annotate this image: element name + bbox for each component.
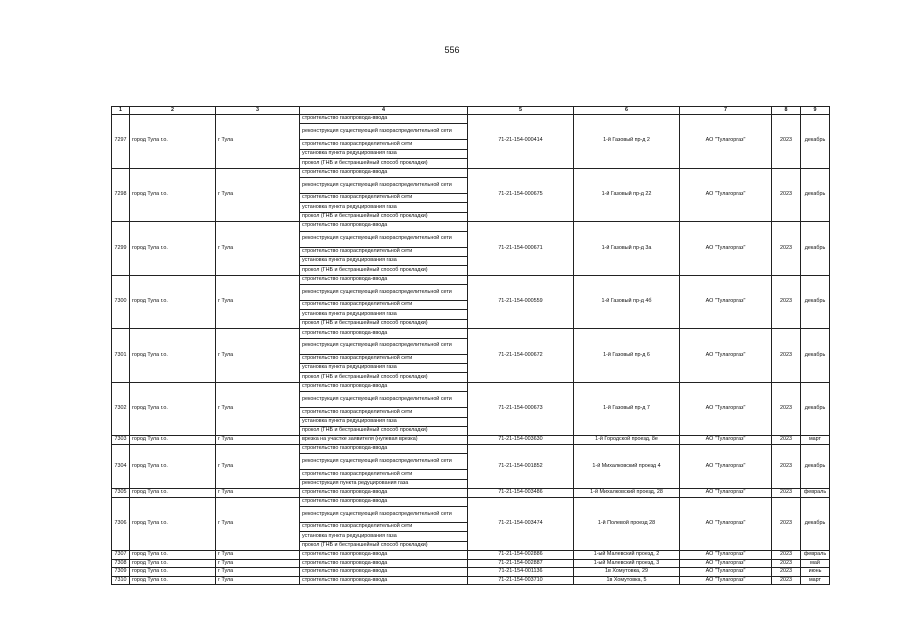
municipality-cell: город Тула г.о.: [130, 576, 216, 585]
organization-cell: АО "Тулагоргаз": [680, 444, 772, 488]
work-type-cell: строительство газопровода-ввода: [300, 568, 468, 577]
row-number: 7307: [112, 551, 130, 560]
work-type-cell: строительство газопровода-ввода: [300, 497, 468, 506]
year-cell: 2023: [772, 497, 801, 551]
object-code-cell: 71-21-154-003474: [468, 497, 574, 551]
locality-cell: г Тула: [216, 275, 300, 329]
address-cell: 1-й Газовый пр-д 4б: [574, 275, 680, 329]
work-type-cell: прокол (ГНБ и бестраншейный способ прокладки): [300, 373, 468, 382]
work-type-cell: строительство газопровода-ввода: [300, 551, 468, 560]
row-number: 7309: [112, 568, 130, 577]
address-cell: 1в Хомутовка, 29: [574, 568, 680, 577]
work-type-cell: строительство газораспределительной сети: [300, 193, 468, 202]
locality-cell: г Тула: [216, 568, 300, 577]
year-cell: 2023: [772, 436, 801, 445]
work-type-cell: строительство газопровода-ввода: [300, 559, 468, 568]
year-cell: 2023: [772, 168, 801, 222]
work-type-cell: установка пункта редуцирования газа: [300, 364, 468, 373]
work-type-cell: реконструкция существующей газораспределительной сети: [300, 231, 468, 247]
work-type-cell: реконструкция пункта редуцирования газа: [300, 479, 468, 488]
work-type-cell: строительство газораспределительной сети: [300, 408, 468, 417]
year-cell: 2023: [772, 329, 801, 383]
object-code-cell: 71-21-154-003486: [468, 489, 574, 498]
year-cell: 2023: [772, 444, 801, 488]
object-code-cell: 71-21-154-003710: [468, 576, 574, 585]
work-type-cell: установка пункта редуцирования газа: [300, 532, 468, 541]
month-cell: март: [801, 576, 830, 585]
municipality-cell: город Тула г.о.: [130, 497, 216, 551]
year-cell: 2023: [772, 559, 801, 568]
row-number: 7299: [112, 222, 130, 276]
year-cell: 2023: [772, 576, 801, 585]
municipality-cell: город Тула г.о.: [130, 329, 216, 383]
work-type-cell: строительство газопровода-ввода: [300, 576, 468, 585]
work-type-cell: строительство газораспределительной сети: [300, 470, 468, 479]
table-row: [112, 436, 830, 445]
header-cell: 6: [574, 107, 680, 115]
work-type-cell: реконструкция существующей газораспределительной сети: [300, 177, 468, 193]
work-type-cell: прокол (ГНБ и бестраншейный способ прокладки): [300, 319, 468, 328]
address-cell: 1-й Полевой проезд 28: [574, 497, 680, 551]
organization-cell: АО "Тулагоргаз": [680, 222, 772, 276]
month-cell: декабрь: [801, 497, 830, 551]
locality-cell: г Тула: [216, 382, 300, 436]
month-cell: декабрь: [801, 222, 830, 276]
register-table: [111, 106, 830, 585]
municipality-cell: город Тула г.о.: [130, 168, 216, 222]
municipality-cell: город Тула г.о.: [130, 559, 216, 568]
municipality-cell: город Тула г.о.: [130, 444, 216, 488]
organization-cell: АО "Тулагоргаз": [680, 568, 772, 577]
work-type-cell: реконструкция существующей газораспределительной сети: [300, 338, 468, 354]
header-cell: 5: [468, 107, 574, 115]
municipality-cell: город Тула г.о.: [130, 436, 216, 445]
address-cell: 1-й Михалковский проезд, 28: [574, 489, 680, 498]
work-type-cell: реконструкция существующей газораспределительной сети: [300, 454, 468, 470]
municipality-cell: город Тула г.о.: [130, 551, 216, 560]
organization-cell: АО "Тулагоргаз": [680, 576, 772, 585]
address-cell: 1-ый Малевский проезд, 2: [574, 551, 680, 560]
work-type-cell: строительство газораспределительной сети: [300, 354, 468, 363]
work-type-cell: строительство газопровода-ввода: [300, 168, 468, 177]
row-number: 7310: [112, 576, 130, 585]
organization-cell: АО "Тулагоргаз": [680, 329, 772, 383]
work-type-cell: установка пункта редуцирования газа: [300, 310, 468, 319]
header-cell: 8: [772, 107, 801, 115]
table-row: [112, 382, 830, 391]
work-type-cell: прокол (ГНБ и бестраншейный способ прокладки): [300, 212, 468, 221]
row-number: 7301: [112, 329, 130, 383]
work-type-cell: реконструкция существующей газораспределительной сети: [300, 124, 468, 140]
month-cell: декабрь: [801, 444, 830, 488]
month-cell: май: [801, 559, 830, 568]
table-row: [112, 275, 830, 284]
locality-cell: г Тула: [216, 551, 300, 560]
address-cell: 1-й Газовый пр-д 22: [574, 168, 680, 222]
work-type-cell: строительство газораспределительной сети: [300, 140, 468, 149]
row-number: 7308: [112, 559, 130, 568]
object-code-cell: 71-21-154-002886: [468, 551, 574, 560]
header-cell: 9: [801, 107, 830, 115]
object-code-cell: 71-21-154-002887: [468, 559, 574, 568]
locality-cell: г Тула: [216, 222, 300, 276]
header-cell: 2: [130, 107, 216, 115]
work-type-cell: прокол (ГНБ и бестраншейный способ прокладки): [300, 266, 468, 275]
month-cell: декабрь: [801, 382, 830, 436]
table-row: [112, 115, 830, 124]
municipality-cell: город Тула г.о.: [130, 568, 216, 577]
month-cell: декабрь: [801, 115, 830, 169]
year-cell: 2023: [772, 275, 801, 329]
year-cell: 2023: [772, 222, 801, 276]
work-type-cell: врезка на участке заявителя (нулевая врезка): [300, 436, 468, 445]
row-number: 7300: [112, 275, 130, 329]
locality-cell: г Тула: [216, 168, 300, 222]
row-number: 7306: [112, 497, 130, 551]
work-type-cell: строительство газопровода-ввода: [300, 275, 468, 284]
address-cell: 1в Хомутовка, 5: [574, 576, 680, 585]
table-row: [112, 497, 830, 506]
row-number: 7298: [112, 168, 130, 222]
organization-cell: АО "Тулагоргаз": [680, 115, 772, 169]
object-code-cell: 71-21-154-001136: [468, 568, 574, 577]
address-cell: 1-й Газовый пр-д 7: [574, 382, 680, 436]
work-type-cell: строительство газораспределительной сети: [300, 247, 468, 256]
municipality-cell: город Тула г.о.: [130, 382, 216, 436]
organization-cell: АО "Тулагоргаз": [680, 497, 772, 551]
row-number: 7304: [112, 444, 130, 488]
object-code-cell: 71-21-154-000559: [468, 275, 574, 329]
header-cell: 7: [680, 107, 772, 115]
table-row: [112, 489, 830, 498]
year-cell: 2023: [772, 489, 801, 498]
organization-cell: АО "Тулагоргаз": [680, 551, 772, 560]
page-number: 556: [444, 45, 460, 55]
organization-cell: АО "Тулагоргаз": [680, 489, 772, 498]
locality-cell: г Тула: [216, 444, 300, 488]
municipality-cell: город Тула г.о.: [130, 115, 216, 169]
work-type-cell: реконструкция существующей газораспределительной сети: [300, 506, 468, 522]
year-cell: 2023: [772, 551, 801, 560]
work-type-cell: строительство газораспределительной сети: [300, 522, 468, 531]
work-type-cell: строительство газопровода-ввода: [300, 444, 468, 453]
month-cell: март: [801, 436, 830, 445]
year-cell: 2023: [772, 568, 801, 577]
table-row: [112, 568, 830, 577]
work-type-cell: установка пункта редуцирования газа: [300, 149, 468, 158]
locality-cell: г Тула: [216, 329, 300, 383]
month-cell: декабрь: [801, 329, 830, 383]
table-row: [112, 329, 830, 338]
year-cell: 2023: [772, 115, 801, 169]
row-number: 7305: [112, 489, 130, 498]
organization-cell: АО "Тулагоргаз": [680, 168, 772, 222]
table-row: [112, 222, 830, 231]
work-type-cell: прокол (ГНБ и бестраншейный способ прокладки): [300, 159, 468, 168]
organization-cell: АО "Тулагоргаз": [680, 559, 772, 568]
row-number: 7303: [112, 436, 130, 445]
table-row: [112, 444, 830, 453]
locality-cell: г Тула: [216, 559, 300, 568]
municipality-cell: город Тула г.о.: [130, 489, 216, 498]
locality-cell: г Тула: [216, 497, 300, 551]
object-code-cell: 71-21-154-000414: [468, 115, 574, 169]
object-code-cell: 71-21-154-000671: [468, 222, 574, 276]
work-type-cell: строительство газопровода-ввода: [300, 489, 468, 498]
work-type-cell: строительство газопровода-ввода: [300, 382, 468, 391]
object-code-cell: 71-21-154-000672: [468, 329, 574, 383]
address-cell: 1-й Михалковский проезд 4: [574, 444, 680, 488]
work-type-cell: реконструкция существующей газораспределительной сети: [300, 392, 468, 408]
table-row: [112, 559, 830, 568]
work-type-cell: прокол (ГНБ и бестраншейный способ прокладки): [300, 426, 468, 435]
work-type-cell: реконструкция существующей газораспределительной сети: [300, 285, 468, 301]
year-cell: 2023: [772, 382, 801, 436]
month-cell: февраль: [801, 551, 830, 560]
work-type-cell: строительство газопровода-ввода: [300, 115, 468, 124]
table-row: [112, 576, 830, 585]
header-cell: 1: [112, 107, 130, 115]
header-row: [112, 107, 830, 115]
row-number: 7297: [112, 115, 130, 169]
work-type-cell: прокол (ГНБ и бестраншейный способ прокладки): [300, 541, 468, 550]
organization-cell: АО "Тулагоргаз": [680, 382, 772, 436]
municipality-cell: город Тула г.о.: [130, 222, 216, 276]
month-cell: июнь: [801, 568, 830, 577]
work-type-cell: установка пункта редуцирования газа: [300, 203, 468, 212]
table-row: [112, 551, 830, 560]
month-cell: декабрь: [801, 275, 830, 329]
address-cell: 1-й Газовый пр-д 3а: [574, 222, 680, 276]
locality-cell: г Тула: [216, 436, 300, 445]
work-type-cell: строительство газопровода-ввода: [300, 222, 468, 231]
work-type-cell: строительство газопровода-ввода: [300, 329, 468, 338]
organization-cell: АО "Тулагоргаз": [680, 436, 772, 445]
address-cell: 1-й Газовый пр-д 2: [574, 115, 680, 169]
month-cell: февраль: [801, 489, 830, 498]
locality-cell: г Тула: [216, 489, 300, 498]
work-type-cell: установка пункта редуцирования газа: [300, 417, 468, 426]
month-cell: декабрь: [801, 168, 830, 222]
organization-cell: АО "Тулагоргаз": [680, 275, 772, 329]
row-number: 7302: [112, 382, 130, 436]
object-code-cell: 71-21-154-001852: [468, 444, 574, 488]
work-type-cell: установка пункта редуцирования газа: [300, 256, 468, 265]
address-cell: 1-й Газовый пр-д 6: [574, 329, 680, 383]
locality-cell: г Тула: [216, 115, 300, 169]
work-type-cell: строительство газораспределительной сети: [300, 301, 468, 310]
table-row: [112, 168, 830, 177]
municipality-cell: город Тула г.о.: [130, 275, 216, 329]
address-cell: 1-ый Малевский проезд, 3: [574, 559, 680, 568]
object-code-cell: 71-21-154-003630: [468, 436, 574, 445]
address-cell: 1-й Городской проезд, 8е: [574, 436, 680, 445]
object-code-cell: 71-21-154-000675: [468, 168, 574, 222]
locality-cell: г Тула: [216, 576, 300, 585]
object-code-cell: 71-21-154-000673: [468, 382, 574, 436]
header-cell: 3: [216, 107, 300, 115]
header-cell: 4: [300, 107, 468, 115]
